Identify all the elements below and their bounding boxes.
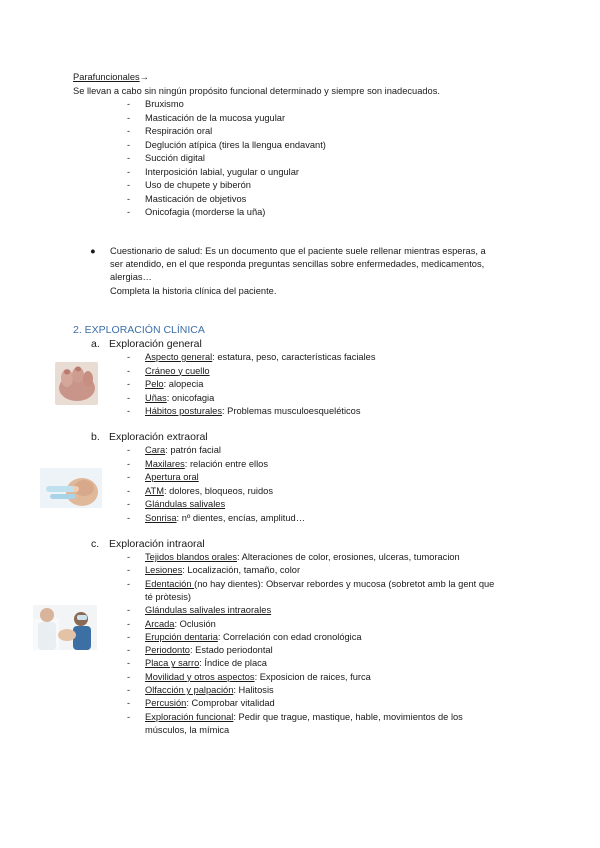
dash-marker: - — [127, 153, 131, 163]
bullet-icon: ● — [90, 246, 96, 256]
item-detail: : Oclusión — [174, 618, 216, 629]
list-item — [145, 459, 268, 469]
list-item — [145, 619, 216, 629]
general-letter: a. — [91, 338, 100, 350]
item-term: Maxilares — [145, 458, 185, 469]
list-item — [145, 685, 274, 695]
list-item: Masticación de objetivos — [145, 193, 247, 204]
list-item: Uso de chupete y biberón — [145, 180, 251, 190]
dash-marker: - — [127, 379, 131, 389]
item-term: Uñas — [145, 392, 167, 403]
item-detail: : Alteraciones de color, erosiones, ulceras, tumoracion — [237, 552, 460, 562]
dash-marker: - — [127, 698, 131, 709]
item-term: Pelo — [145, 379, 164, 389]
list-item — [145, 672, 371, 682]
intraoral-title: Exploración intraoral — [109, 538, 205, 550]
dash-marker: - — [127, 365, 131, 376]
dash-marker: - — [127, 193, 131, 204]
dash-marker: - — [127, 552, 131, 562]
item-detail: té pròtesis) — [145, 591, 191, 602]
item-term: Olfacción y palpación — [145, 685, 234, 695]
item-detail: : Comprobar vitalidad — [186, 698, 275, 709]
item-detail: : patrón facial — [165, 445, 221, 455]
dash-marker: - — [127, 166, 131, 177]
list-item — [145, 632, 362, 642]
extraoral-letter: b. — [91, 431, 100, 443]
dash-marker: - — [127, 126, 131, 136]
item-detail: : Pedir que trague, mastique, hable, movimientos de los — [233, 711, 463, 722]
item-term: Placa y sarro — [145, 658, 200, 669]
cuestionario-line2: ser atendido, en el que responda preguntas sencillas sobre enfermedades, medicamentos, — [110, 259, 485, 269]
dash-marker: - — [127, 685, 131, 695]
dash-marker: - — [127, 392, 131, 403]
item-detail: : Halitosis — [233, 685, 274, 695]
dash-marker: - — [127, 445, 131, 455]
list-item — [145, 592, 191, 602]
parafunc-intro: Se llevan a cabo sin ningún propósito funcional determinado y siempre son inadecuados. — [73, 86, 440, 96]
dash-marker: - — [127, 645, 131, 656]
item-term: Apertura oral — [145, 472, 199, 482]
dash-marker: - — [127, 631, 131, 642]
arrow-icon: → — [139, 72, 149, 82]
dash-marker: - — [127, 565, 131, 576]
item-term: Tejidos blandos orales — [145, 552, 237, 562]
list-item — [145, 406, 361, 416]
intraoral-photo — [33, 605, 97, 650]
list-item — [145, 366, 210, 376]
dash-marker: - — [127, 711, 131, 722]
item-term: Glándulas salivales intraorales — [145, 605, 272, 616]
list-item — [145, 605, 271, 615]
list-item — [145, 712, 463, 722]
list-item: Onicofagia (morderse la uña) — [145, 207, 266, 217]
list-item — [145, 565, 300, 575]
dash-marker: - — [127, 671, 131, 682]
extraoral-photo — [40, 468, 102, 508]
dash-marker: - — [127, 472, 131, 482]
item-detail: : relación entre ellos — [184, 458, 268, 469]
list-item — [145, 499, 225, 509]
list-item: Interposición labial, yugular o ungular — [145, 166, 300, 177]
dash-marker: - — [127, 406, 131, 416]
cuestionario-line4: Completa la historia clínica del paciente. — [110, 286, 277, 296]
dash-marker: - — [127, 578, 131, 589]
list-item — [145, 486, 273, 496]
item-term: Lesiones — [145, 565, 183, 576]
list-item: Succión digital — [145, 153, 205, 163]
item-detail: : Índice de placa — [199, 658, 267, 669]
list-item — [145, 393, 214, 403]
item-detail: : Exposicion de raices, furca — [254, 671, 371, 682]
list-item — [145, 379, 203, 389]
item-term: Cráneo y cuello — [145, 365, 210, 376]
item-detail: : Correlación con edad cronológica — [217, 631, 362, 642]
item-term: Edentación — [145, 578, 195, 589]
dash-marker: - — [127, 658, 131, 669]
dash-marker: - — [127, 512, 131, 523]
dash-marker: - — [127, 112, 131, 123]
dash-marker: - — [127, 618, 131, 629]
list-item — [145, 645, 273, 655]
intraoral-letter: c. — [91, 538, 100, 550]
list-item — [145, 513, 305, 523]
item-term: Arcada — [145, 618, 175, 629]
dash-marker: - — [127, 499, 131, 509]
dash-marker: - — [127, 139, 131, 150]
dash-marker: - — [127, 605, 131, 616]
list-item: Respiración oral — [145, 126, 213, 136]
item-term: Hábitos posturales — [145, 406, 222, 416]
item-detail: : dolores, bloqueos, ruidos — [163, 485, 273, 496]
list-item — [145, 445, 221, 455]
item-detail: : alopecia — [163, 379, 204, 389]
dash-marker: - — [127, 207, 131, 217]
dash-marker: - — [127, 485, 131, 496]
list-item: Deglución atípica (tires la llengua endavant) — [145, 139, 326, 150]
list-item — [145, 698, 275, 708]
list-item — [145, 658, 267, 668]
item-detail: : estatura, peso, características faciales — [212, 352, 376, 362]
item-term: Aspecto general — [145, 352, 213, 362]
hand-photo — [55, 362, 98, 405]
dash-marker: - — [127, 352, 131, 362]
item-detail: : Estado periodontal — [189, 645, 273, 656]
item-detail: : Problemas musculoesqueléticos — [222, 406, 361, 416]
cuestionario-line3: alergias… — [110, 272, 152, 282]
item-term: Cara — [145, 445, 166, 455]
extraoral-title: Exploración extraoral — [109, 431, 208, 443]
item-term: Percusión — [145, 698, 187, 709]
item-term: Exploración funcional — [145, 711, 234, 722]
item-term: Movilidad y otros aspectos — [145, 671, 255, 682]
general-title: Exploración general — [109, 338, 202, 350]
list-item — [145, 472, 199, 482]
parafunc-title: Parafuncionales — [73, 72, 140, 82]
item-detail: : nº dientes, encías, amplitud… — [176, 512, 305, 523]
item-detail: (no hay dientes): Observar rebordes y mucosa (sobretot amb la gent que — [194, 578, 495, 589]
list-item — [145, 579, 494, 589]
item-term: Glándulas salivales — [145, 499, 226, 509]
item-term: Sonrisa — [145, 512, 177, 523]
list-item: Bruxismo — [145, 99, 184, 109]
item-term: Periodonto — [145, 645, 190, 656]
parafunc-heading — [73, 72, 149, 82]
dash-marker: - — [127, 99, 131, 109]
item-detail: músculos, la mímica — [145, 724, 230, 735]
list-item: Masticación de la mucosa yugular — [145, 112, 286, 123]
list-item — [145, 552, 460, 562]
item-term: ATM — [145, 485, 164, 496]
list-item — [145, 352, 376, 362]
dash-marker: - — [127, 180, 131, 190]
cuestionario-line1: Cuestionario de salud: Es un documento que el paciente suele rellenar mientras esperas, a — [110, 246, 486, 256]
dash-marker: - — [127, 458, 131, 469]
item-detail: : Localización, tamaño, color — [182, 565, 301, 576]
section-title: 2. EXPLORACIÓN CLÍNICA — [73, 324, 205, 336]
list-item — [145, 725, 229, 735]
item-detail: : onicofagia — [166, 392, 215, 403]
item-term: Erupción dentaria — [145, 631, 218, 642]
